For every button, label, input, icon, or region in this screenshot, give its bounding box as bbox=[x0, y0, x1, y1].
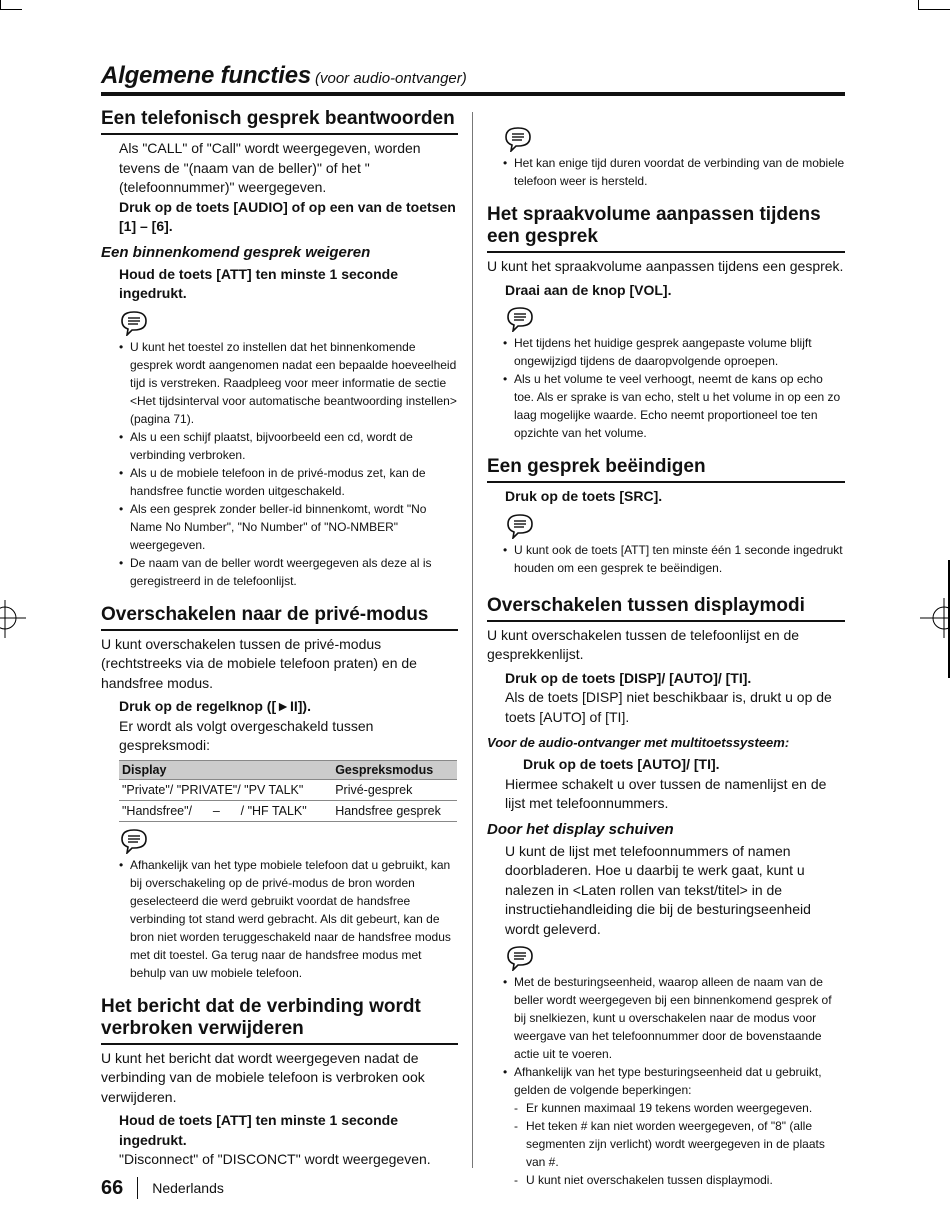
body-text: Als "CALL" of "Call" wordt weergegeven, worden tevens de "(naam van de beller)" of het "(telefoonnummer)" weergegeven. bbox=[119, 140, 421, 195]
footer-language: Nederlands bbox=[152, 1180, 224, 1196]
action-text: Druk op de toets [DISP]/ [AUTO]/ [TI]. bbox=[505, 669, 752, 686]
action-text: Druk op de toets [AUDIO] of op een van de toetsen [1] – [6]. bbox=[119, 198, 456, 234]
page-number: 66 bbox=[101, 1176, 124, 1199]
footer-separator bbox=[137, 1177, 138, 1199]
body-text: Hiermee schakelt u over tussen de namenlijst en de lijst met telefoonnummers. bbox=[505, 775, 827, 811]
note-item: • Als u het volume te veel verhoogt, neemt de kans op echo toe. Als er sprake is van echo, stelt u het volume in op een zo laag mogelijke waarde. Echo neemt proportioneel toe ten opzichte van het volume. bbox=[503, 370, 845, 442]
column-divider bbox=[472, 112, 473, 1168]
note-icon bbox=[505, 945, 535, 971]
note-icon bbox=[503, 126, 533, 152]
table-row bbox=[119, 779, 457, 800]
mode-table bbox=[119, 760, 457, 822]
body-text: U kunt overschakelen tussen de privé-modus (rechtstreeks via de mobiele telefoon praten) en de handsfree modus. bbox=[101, 635, 417, 691]
page-title-subtitle: (voor audio-ontvanger) bbox=[315, 70, 467, 87]
action-text: Houd de toets [ATT] ten minste 1 seconde ingedrukt. bbox=[119, 265, 398, 301]
section-answer-call bbox=[101, 108, 458, 590]
left-column bbox=[101, 108, 458, 1184]
registration-mark-left bbox=[0, 600, 30, 640]
body-text: U kunt de lijst met telefoonnummers of namen doorbladeren. Hoe u daarbij te werk gaat, kunt u nalezen in <Laten rollen van tekst/titel> in de instructiehandleiding die bij de besturingseenheid wordt geleverd. bbox=[505, 842, 811, 937]
action-text: Druk op de regelknop ([►II]). bbox=[119, 698, 311, 714]
body-text: U kunt het bericht dat wordt weergegeven nadat de verbinding van de mobiele telefoon is verbroken ook verwijderen. bbox=[101, 1049, 425, 1105]
sub-notes-list bbox=[514, 1099, 845, 1189]
registration-mark-right bbox=[920, 560, 950, 680]
notes-list bbox=[101, 338, 458, 590]
action-text: Houd de toets [ATT] ten minste 1 seconde ingedrukt. bbox=[119, 1112, 398, 1148]
crop-mark bbox=[0, 9, 22, 10]
sub-note-item: - Het teken # kan niet worden weergegeven, of "8" (alle segmenten zijn verlicht) wordt weergegeven in de plaats van #. bbox=[514, 1117, 845, 1171]
section-heading: Overschakelen naar de privé-modus bbox=[101, 604, 458, 631]
crop-mark bbox=[918, 9, 950, 10]
note-text: Afhankelijk van het type besturingseenheid dat u gebruikt, gelden de volgende beperkingen: bbox=[514, 1065, 822, 1097]
table-header: Display bbox=[119, 760, 332, 779]
sub-heading: Door het display schuiven bbox=[487, 820, 674, 838]
section-heading: Een gesprek beëindigen bbox=[487, 456, 845, 483]
section-heading: Het bericht dat de verbinding wordt verbroken verwijderen bbox=[101, 996, 458, 1045]
note-item: • U kunt ook de toets [ATT] ten minste één 1 seconde ingedrukt houden om een gesprek te beëindigen. bbox=[503, 541, 845, 577]
table-row bbox=[119, 800, 457, 821]
section-disconnect-message bbox=[101, 996, 458, 1170]
action-text: Draai aan de knop [VOL]. bbox=[505, 281, 672, 298]
body-text: Als de toets [DISP] niet beschikbaar is, drukt u op de toets [AUTO] of [TI]. bbox=[505, 689, 832, 725]
notes-list bbox=[487, 973, 845, 1189]
note-item: • Als u de mobiele telefoon in de privé-modus zet, kan de handsfree functie worden uitgeschakeld. bbox=[119, 464, 458, 500]
right-column bbox=[487, 120, 845, 1203]
sub-note-item: - U kunt niet overschakelen tussen displaymodi. bbox=[514, 1171, 845, 1189]
note-icon bbox=[505, 513, 535, 539]
title-rule bbox=[101, 92, 845, 96]
sub-heading: Voor de audio-ontvanger met multitoetssysteem: bbox=[487, 735, 790, 750]
note-item: • U kunt het toestel zo instellen dat het binnenkomende gesprek wordt aangenomen nadat een bepaalde hoeveelheid tijd is verstreken. Raadpleeg voor meer informatie de sectie <Het tijdsinterval voor automatische beantwoording instellen> (pagina 71). bbox=[119, 338, 458, 428]
note-item: • Als een gesprek zonder beller-id binnenkomt, wordt "No Name No Number", "No Number" of "NO-NMBER" weergegeven. bbox=[119, 500, 458, 554]
table-header: Gespreksmodus bbox=[332, 760, 457, 779]
notes-list bbox=[487, 334, 845, 442]
table-cell: "Private"/ "PRIVATE"/ "PV TALK" bbox=[119, 779, 332, 800]
page-title bbox=[101, 62, 845, 90]
section-end-call bbox=[487, 456, 845, 577]
note-icon bbox=[119, 828, 149, 854]
sub-note-item: - Er kunnen maximaal 19 tekens worden weergegeven. bbox=[514, 1099, 845, 1117]
notes-list bbox=[101, 856, 458, 982]
note-item: • De naam van de beller wordt weergegeven als deze al is geregistreerd in de telefoonlijst. bbox=[119, 554, 458, 590]
body-text: U kunt overschakelen tussen de telefoonlijst en de gesprekkenlijst. bbox=[487, 626, 800, 662]
table-cell: Handsfree gesprek bbox=[332, 800, 457, 821]
note-item: • Afhankelijk van het type mobiele telefoon dat u gebruikt, kan bij overschakeling op de privé-modus de bron worden geselecteerd die werd gebruikt voordat de handsfree verbinding tot stand werd gebracht. Als dit gebeurt, kan de bron niet worden teruggeschakeld naar de handsfree modus met dit toestel. Ga terug naar de handsfree modus met behulp van uw mobiele telefoon. bbox=[119, 856, 458, 982]
sub-heading: Een binnenkomend gesprek weigeren bbox=[101, 243, 371, 261]
body-text: "Disconnect" of "DISCONCT" wordt weergegeven. bbox=[119, 1151, 431, 1167]
table-cell: "Handsfree"/ – / "HF TALK" bbox=[119, 800, 332, 821]
section-heading: Overschakelen tussen displaymodi bbox=[487, 595, 845, 622]
action-text: Druk op de toets [SRC]. bbox=[505, 488, 663, 504]
page-title-main: Algemene functies bbox=[101, 62, 311, 89]
note-icon bbox=[505, 306, 535, 332]
section-display-modes bbox=[487, 595, 845, 1190]
note-item: • Het tijdens het huidige gesprek aangepaste volume blijft ongewijzigd tijdens de daaropvolgende oproepen. bbox=[503, 334, 845, 370]
table-cell: Privé-gesprek bbox=[332, 779, 457, 800]
note-item bbox=[503, 1063, 845, 1189]
note-item: • Als u een schijf plaatst, bijvoorbeeld een cd, wordt de verbinding verbroken. bbox=[119, 428, 458, 464]
page-footer bbox=[101, 1174, 224, 1202]
body-text: Er wordt als volgt overgeschakeld tussen gespreksmodi: bbox=[119, 717, 374, 753]
note-item: • Het kan enige tijd duren voordat de verbinding van de mobiele telefoon weer is hersteld. bbox=[503, 154, 845, 190]
section-voice-volume bbox=[487, 204, 845, 442]
section-heading: Een telefonisch gesprek beantwoorden bbox=[101, 108, 458, 135]
notes-list bbox=[487, 154, 845, 190]
note-icon bbox=[119, 310, 149, 336]
notes-list bbox=[487, 541, 845, 577]
section-heading: Het spraakvolume aanpassen tijdens een gesprek bbox=[487, 204, 845, 253]
section-private-mode bbox=[101, 604, 458, 982]
note-item: • Met de besturingseenheid, waarop alleen de naam van de beller wordt weergegeven bij een binnenkomend gesprek of bij snelkiezen, kunt u overschakelen naar de modus voor weergave van het telefoonnummer door de bovenstaande actie uit te voeren. bbox=[503, 973, 845, 1063]
body-text: U kunt het spraakvolume aanpassen tijdens een gesprek. bbox=[487, 258, 844, 274]
action-text: Druk op de toets [AUTO]/ [TI]. bbox=[523, 756, 720, 772]
